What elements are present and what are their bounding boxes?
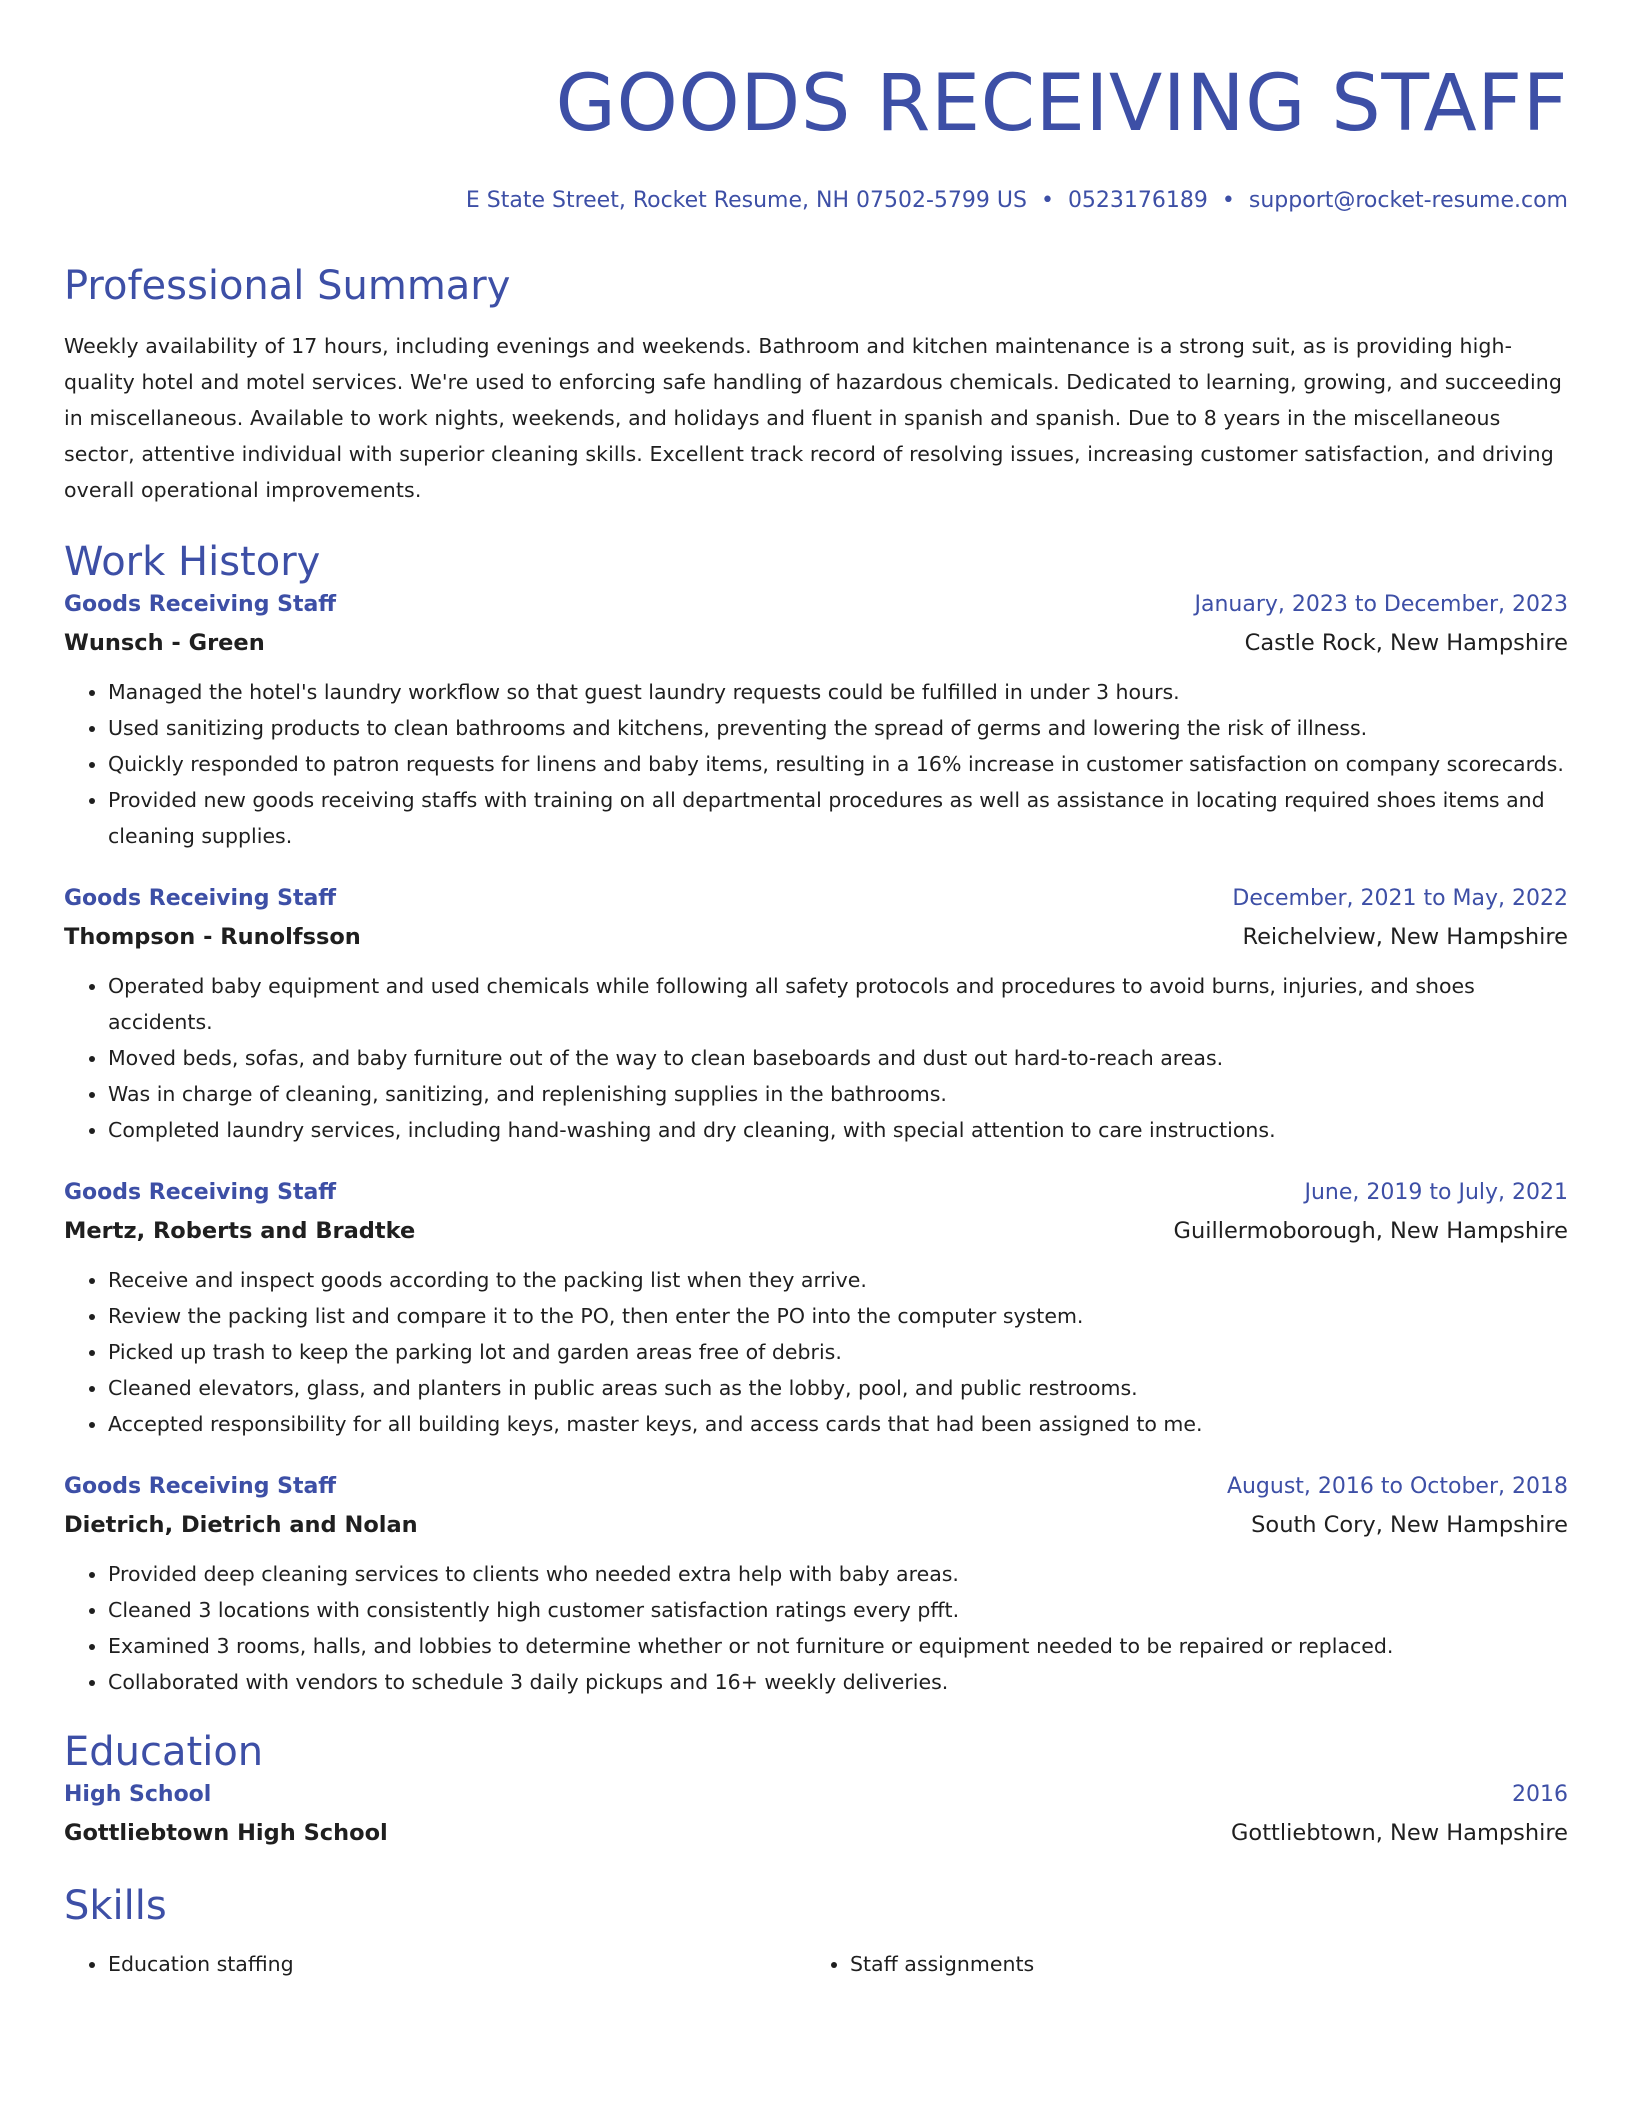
job-employer: Wunsch - Green [64, 630, 265, 656]
job-employer-row [64, 1212, 1568, 1250]
job-title: Goods Receiving Staff [64, 1474, 337, 1499]
job-bullet-item: • Picked up trash to keep the parking lot and garden areas free of debris. [108, 1334, 1568, 1370]
skill-item: • Staff assignments [850, 1946, 1548, 1982]
job-bullet-item: • Receive and inspect goods according to the packing list when they arrive. [108, 1262, 1568, 1298]
job-bullet-item: • Cleaned elevators, glass, and planters in public areas such as the lobby, pool, and public restrooms. [108, 1370, 1568, 1406]
job-bullet-item: • Used sanitizing products to clean bathrooms and kitchens, preventing the spread of germs and lowering the risk of illness. [108, 710, 1568, 746]
job-bullet-item: • Moved beds, sofas, and baby furniture out of the way to clean baseboards and dust out hard-to-reach areas. [108, 1040, 1568, 1076]
job-location: Castle Rock, New Hampshire [1244, 630, 1568, 656]
summary-text: Weekly availability of 17 hours, including evenings and weekends. Bathroom and kitchen maintenance is a strong suit, as is providing high-quality hotel and motel services. We're used to enforcing safe handling of hazardous chemicals. Dedicated to learning, growing, and succeeding in miscellaneous. Available to work nights, weekends, and holidays and fluent in spanish and spanish. Due to 8 years in the miscellaneous sector, attentive individual with superior cleaning skills. Excellent track record of resolving issues, increasing customer satisfaction, and driving overall operational improvements. [64, 334, 1562, 502]
job-bullet-item: • Accepted responsibility for all building keys, master keys, and access cards that had been assigned to me. [108, 1406, 1568, 1442]
job-header-row [64, 1174, 1568, 1212]
job-bullet-item: • Was in charge of cleaning, sanitizing, and replenishing supplies in the bathrooms. [108, 1076, 1568, 1112]
job-bullet-item: • Completed laundry services, including hand-washing and dry cleaning, with special attention to care instructions. [108, 1112, 1568, 1148]
job-bullet-item: • Provided new goods receiving staffs with training on all departmental procedures as well as assistance in locating required shoes items and cleaning supplies. [108, 782, 1568, 854]
job-header-row [64, 586, 1568, 624]
job-title: Goods Receiving Staff [64, 592, 337, 617]
contact-phone: 0523176189 [1067, 188, 1208, 213]
job-entry [64, 880, 1568, 1148]
job-bullet-item: • Managed the hotel's laundry workflow so that guest laundry requests could be fulfilled in under 3 hours. [108, 674, 1568, 710]
education-year: 2016 [1512, 1782, 1568, 1807]
section-title-skills: Skills [64, 1883, 167, 1929]
job-employer-row [64, 624, 1568, 662]
work-history-list [64, 586, 1568, 1700]
job-employer-row [64, 1506, 1568, 1544]
skill-item: • Education staffing [108, 1946, 806, 1982]
job-bullet-item: • Provided deep cleaning services to clients who needed extra help with baby areas. [108, 1556, 1568, 1592]
contact-separator: • [1040, 188, 1054, 213]
job-dates: December, 2021 to May, 2022 [1232, 886, 1568, 911]
education-location: Gottliebtown, New Hampshire [1231, 1820, 1568, 1846]
contact-separator: • [1221, 188, 1235, 213]
job-employer: Mertz, Roberts and Bradtke [64, 1218, 416, 1244]
job-location: Guillermoborough, New Hampshire [1173, 1218, 1568, 1244]
skills-list-right [806, 1946, 1548, 1982]
job-bullets [64, 968, 1568, 1148]
job-title: Goods Receiving Staff [64, 1180, 337, 1205]
job-title: Goods Receiving Staff [64, 886, 337, 911]
job-bullet-item: • Operated baby equipment and used chemicals while following all safety protocols and procedures to avoid burns, injuries, and shoes accidents. [108, 968, 1568, 1040]
skills-list-left [64, 1946, 806, 1982]
job-employer: Dietrich, Dietrich and Nolan [64, 1512, 418, 1538]
job-bullet-item: • Collaborated with vendors to schedule 3 daily pickups and 16+ weekly deliveries. [108, 1664, 1568, 1700]
skills-grid [64, 1946, 1568, 1982]
contact-email[interactable]: support@rocket-resume.com [1248, 188, 1568, 213]
education-header-row [64, 1776, 1568, 1814]
job-location: South Cory, New Hampshire [1251, 1512, 1568, 1538]
job-bullet-item: • Examined 3 rooms, halls, and lobbies to determine whether or not furniture or equipment needed to be repaired or replaced. [108, 1628, 1568, 1664]
job-employer-row [64, 918, 1568, 956]
job-dates: January, 2023 to December, 2023 [1194, 592, 1568, 617]
resume-page [64, 58, 1568, 1982]
resume-name: GOODS RECEIVING STAFF [555, 59, 1568, 149]
job-bullet-item: • Quickly responded to patron requests for linens and baby items, resulting in a 16% increase in customer satisfaction on company scorecards. [108, 746, 1568, 782]
job-entry [64, 586, 1568, 854]
job-location: Reichelview, New Hampshire [1242, 924, 1568, 950]
job-dates: June, 2019 to July, 2021 [1304, 1180, 1568, 1205]
job-bullet-item: • Review the packing list and compare it to the PO, then enter the PO into the computer system. [108, 1298, 1568, 1334]
job-bullets [64, 1556, 1568, 1700]
job-bullet-item: • Cleaned 3 locations with consistently high customer satisfaction ratings every pfft. [108, 1592, 1568, 1628]
job-header-row [64, 1468, 1568, 1506]
section-title-education: Education [64, 1729, 264, 1775]
contact-line [64, 186, 1568, 216]
section-title-summary: Professional Summary [64, 263, 511, 309]
job-entry [64, 1468, 1568, 1700]
job-header-row [64, 880, 1568, 918]
job-bullets [64, 674, 1568, 854]
job-entry [64, 1174, 1568, 1442]
contact-address: E State Street, Rocket Resume, NH 07502-5799 US [465, 188, 1027, 213]
job-bullets [64, 1262, 1568, 1442]
job-employer: Thompson - Runolfsson [64, 924, 361, 950]
section-title-work-history: Work History [64, 539, 321, 585]
job-dates: August, 2016 to October, 2018 [1226, 1474, 1568, 1499]
education-school: Gottliebtown High School [64, 1820, 388, 1846]
education-school-row [64, 1814, 1568, 1852]
education-degree: High School [64, 1782, 212, 1807]
